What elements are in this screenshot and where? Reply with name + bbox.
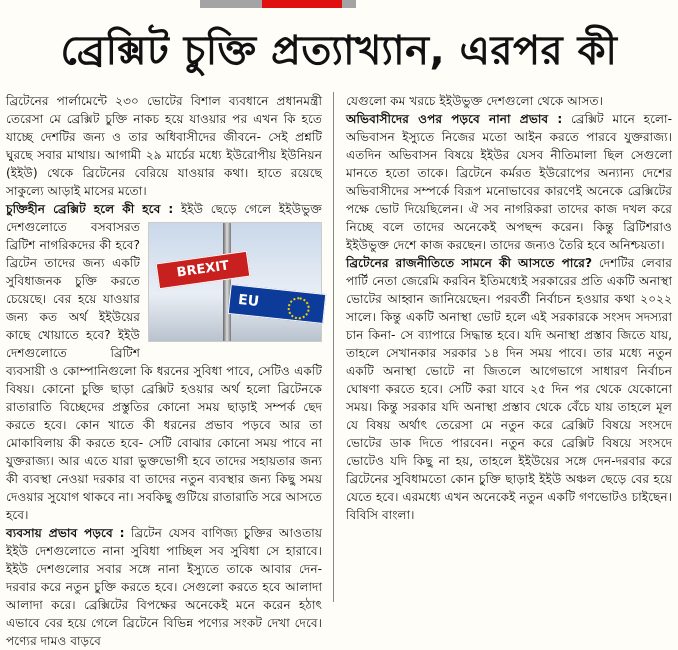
article-column-left: [6, 92, 323, 648]
section-no-deal: [6, 200, 322, 524]
section-politics: [346, 254, 672, 524]
subheading-no-deal: চুক্তিহীন ব্রেক্সিট হলে কী হবে :: [6, 202, 174, 216]
section-business: [6, 524, 322, 650]
top-color-bar: [0, 0, 678, 10]
headline: ব্রেক্সিট চুক্তি প্রত্যাখ্যান, এরপর কী: [60, 28, 618, 74]
paragraph-politics: দেশটির লেবার পার্টি নেতা জেরেমি করবিন ইতিমধ্যেই সরকারের প্রতি একটি অনাস্থা ভোটের আহ্বান জানিয়েছেন। পরবর্তী নির্বাচন হওয়ার কথা ২০২২ সালে। কিন্তু একটি অনাস্থা ভোট হলে এই সরকারকে সংসদ সদস্যরা চান কিনা- সে ব্যাপারে সিদ্ধান্ত হবে। যদি অনাস্থা প্রস্তাব জিতে যায়, তাহলে সেখানকার সরকার ১৪ দিন সময় পাবে। তার মধ্যে নতুন একটি অনাস্থা ভোটে না জিতলে আগেভাগে সাধারণ নির্বাচন ঘোষণা করতে হবে। সেটি করা যাবে ২৫ দিন পর থেকে যেকোনো সময়। কিন্তু সরকার যদি অনাস্থা প্রস্তাব থেকে বেঁচে যায় তাহলে মূল যে বিষয় অর্থাৎ তেরেসা মে নতুন করে ব্রেক্সিট বিষয়ে সংসদে ভোটের ডাক দিতে পারবেন। নতুন করে ব্রেক্সিট বিষয়ে সংসদে ভোটেও যদি কিছু না হয়, তাহলে ইইউয়ের সঙ্গে দেন-দরবার করে ব্রিটেনের সুবিধামতো কোন চুক্তি ছাড়াই ইইউ অঞ্চল ছেড়ে বের হয়ে যেতে হবে। এরমধ্যে এখন অনেকেই নতুন একটি গণভোটও চাইছেন। বিবিসি বাংলা।: [346, 256, 672, 522]
subheading-politics: ব্রিটেনের রাজনীতিতে সামনে কী আসতে পারে?: [346, 256, 593, 270]
top-bar-gray-segment-2: [342, 0, 356, 8]
subheading-business: ব্যবসায় প্রভাব পড়বে :: [6, 526, 125, 540]
paragraph-no-deal: ইইউ ছেড়ে গেলে ইইউভুক্ত দেশগুলোতে বসবাসরত ব্রিটিশ নাগরিকদের কী হবে? ব্রিটেন তাদের জন্য একটি সুবিধাজনক চুক্তি করতে চেয়েছে। বের হয়ে যাওয়ার জন্য কত অর্থ ইইউয়ের কাছে খোয়াতে হবে? ইইউ দেশগুলোতে ব্রিটিশ ব্যবসায়ী ও কোম্পানিগুলো কি ধরনের সুবিধা পাবে, সেটিও একটি বিষয়। কোনো চুক্তি ছাড়া ব্রেক্সিট হওয়ার অর্থ হলো ব্রিটেনকে রাতারাতি বিচ্ছেদের প্রস্তুতির কোনো সময় ছাড়াই সম্পর্ক ছেদ করতে হবে। কোন খাতে কী ধরনের প্রভাব পড়বে আর তা মোকাবিলায় কী করতে হবে- সেটি বোঝার কোনো সময় পাবে না যুক্তরাজ্য। আর এতে যারা ভুক্তভোগী হবে তাদের সহায়তার জন্য কী ব্যবস্থা নেওয়া দরকার বা তাদের নতুন ব্যবস্থার জন্য কিছু সময় দেওয়ার সুযোগ থাকবে না। সবকিছু গুটিয়ে রাতারাতি সরে আসতে হবে।: [6, 202, 323, 522]
article-column-right: [346, 92, 672, 604]
column-divider: [333, 92, 334, 602]
brexit-sign: BREXIT: [156, 251, 251, 290]
brexit-signpost-photo: [148, 222, 322, 342]
signpost-pole: [223, 223, 231, 341]
paragraph-intro: ব্রিটেনের পার্লামেন্টে ২৩০ ভোটের বিশাল ব্যবধানে প্রধানমন্ত্রী তেরেসা মে ব্রেক্সিট চুক্তি নাকচ হয়ে যাওয়ার পর এখন কি হতে যাচ্ছে দেশটির জন্য ও তার অধিবাসীদের জীবনে- সেই প্রশ্নটি ঘুরছে সবার মাথায়। আগামী ২৯ মার্চের মধ্যে ইউরোপীয় ইউনিয়ন (ইইউ) থেকে ব্রিটেনের বেরিয়ে যাওয়ার কথা। হাতে রয়েছে সাকুল্যে আড়াই মাসের মতো।: [6, 94, 322, 198]
paragraph-business: ব্রিটেন যেসব বাণিজ্য চুক্তির আওতায় ইইউ দেশগুলোতে নানা সুবিধা পাচ্ছিল সব সুবিধা সে হারাবে। ইইউ দেশগুলোর সবার সঙ্গে নানা ইস্যুতে তাকে আবার দেন-দরবার করে নতুন চুক্তি করতে হবে। সেগুলো করতে হবে আলাদা আলাদা করে। ব্রেক্সিটের বিপক্ষের অনেকেই মনে করেন হঠাৎ এভাবে বের হয়ে গেলে ব্রিটেনে বিভিন্ন পণ্যের সংকট দেখা দেবে। পণ্যের দামও বাড়বে: [6, 526, 322, 648]
subheading-immigrants: অভিবাসীদের ওপর পড়বে নানা প্রভাব :: [346, 112, 563, 126]
paragraph-continued: যেগুলো কম খরচে ইইউভুক্ত দেশগুলো থেকে আসত।: [346, 94, 604, 108]
paragraph-immigrants: ব্রেক্সিট মানে হলো- অভিবাসন ইস্যুতে নিজের মতো আইন করতে পারবে যুক্তরাজ্য। এতদিন অভিবাসন বিষয়ে ইইউর যেসব নীতিমালা ছিল সেগুলো মানতে হতো তাকে। ব্রিটেনে কর্মরত ইউরোপের অন্যান্য দেশের অভিবাসীদের সম্পর্কে বিরূপ মনোভাবের কারণেই অনেকে ব্রেক্সিটের পক্ষে ভোট দিয়েছিলেন। ঐ সব নাগরিকরা তাদের কাজ দখল করে নিচ্ছে বলে তাদের অনেকেই অপছন্দ করেন। কিন্তু ব্রিটিশরাও ইইউভুক্ত দেশে কাজ করছেন। তাদের জন্যও তৈরি হবে অনিশ্চয়তা।: [346, 112, 672, 252]
top-bar-red-segment: [262, 0, 342, 8]
eu-sign-label: EU: [237, 291, 260, 311]
section-immigrants: [346, 110, 672, 254]
top-bar-gray-segment: [200, 0, 262, 8]
eu-stars-icon: [287, 296, 311, 320]
